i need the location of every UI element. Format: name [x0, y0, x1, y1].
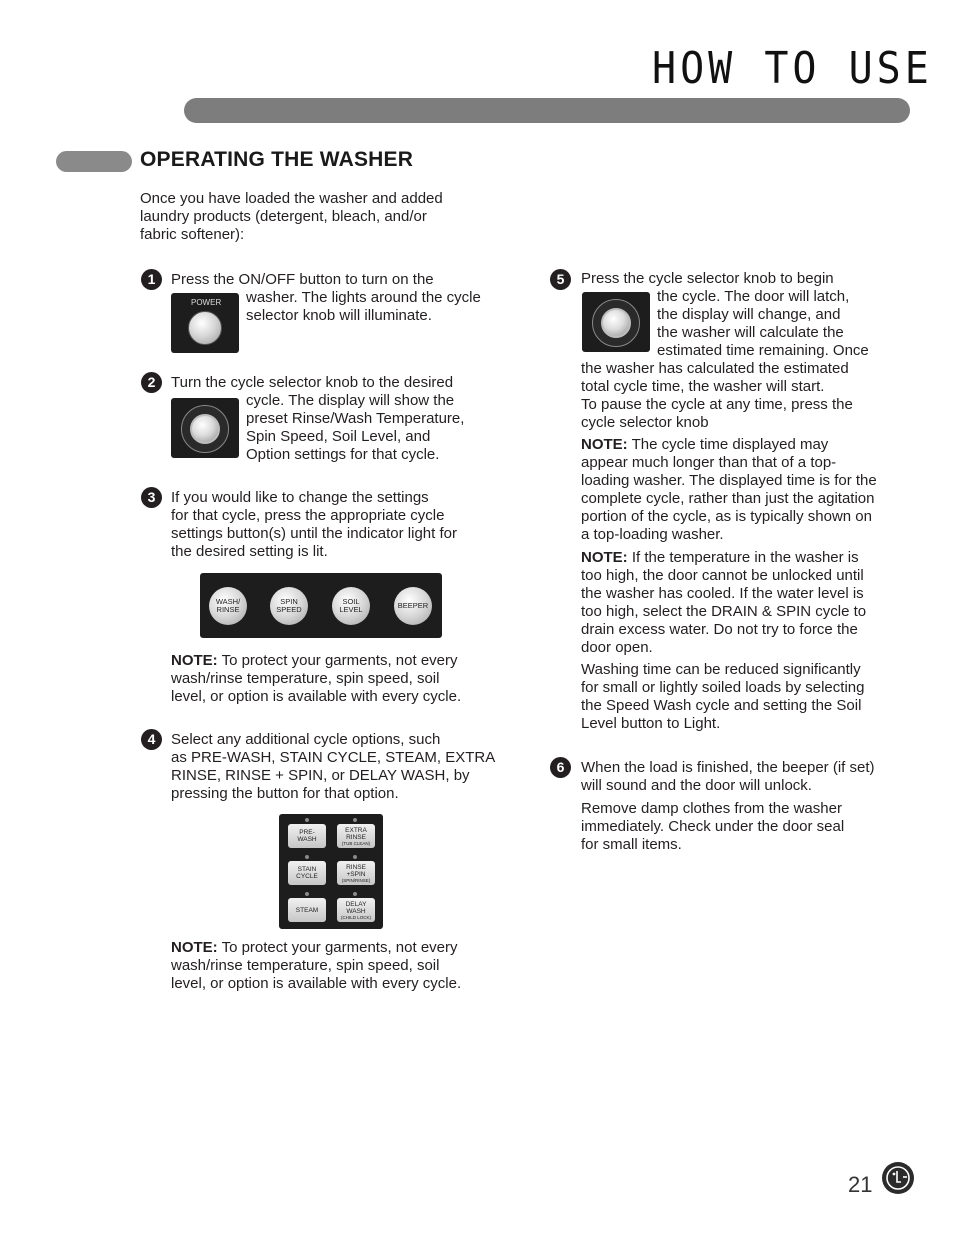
- paragraph-line: Remove damp clothes from the washer: [581, 800, 842, 817]
- step-4-line: Select any additional cycle options, such: [171, 731, 441, 748]
- step-3-text: [171, 489, 457, 561]
- note-line: complete cycle, rather than just the agitation: [581, 490, 875, 507]
- note-line: The cycle time displayed may: [627, 436, 829, 453]
- option-sublabel: (TUB CLEAN): [341, 840, 371, 846]
- step-5-line: the washer will calculate the: [657, 324, 844, 341]
- step-4-line: RINSE, RINSE + SPIN, or DELAY WASH, by: [171, 767, 470, 784]
- extra-rinse-button-icon: [337, 824, 375, 848]
- paragraph-line: Washing time can be reduced significantly: [581, 661, 861, 678]
- intro-text: [140, 190, 443, 244]
- step-1-text: [246, 289, 481, 325]
- option-label: STAIN: [297, 866, 317, 873]
- step-3-line: settings button(s) until the indicator light for: [171, 525, 457, 542]
- step-2-line: Option settings for that cycle.: [246, 446, 440, 463]
- spin-speed-button-icon: [270, 587, 308, 625]
- note-label: NOTE:: [581, 436, 628, 453]
- steam-button-icon: [288, 898, 326, 922]
- button-label: SOIL: [342, 597, 360, 606]
- step-2-line: Turn the cycle selector knob to the desired: [171, 374, 454, 391]
- step-6-text: [581, 759, 875, 795]
- step-5-line: the display will change, and: [657, 306, 841, 323]
- soil-level-button-icon: [332, 587, 370, 625]
- step-2-line: cycle. The display will show the: [246, 392, 455, 409]
- option-label: STEAM: [295, 906, 319, 914]
- power-label: POWER: [191, 298, 222, 307]
- button-label: LEVEL: [339, 605, 363, 614]
- step-number-2: 2: [141, 372, 162, 393]
- cycle-knob-icon: [190, 414, 220, 444]
- chapter-title: HOW TO USE: [652, 44, 933, 94]
- note-line: door open.: [581, 639, 653, 656]
- button-label: WASH/: [215, 597, 241, 606]
- step-number-3: 3: [141, 487, 162, 508]
- note-line: wash/rinse temperature, spin speed, soil: [171, 670, 440, 687]
- cycle-knob-illustration: [171, 398, 239, 458]
- step-3-line: for that cycle, press the appropriate cycle: [171, 507, 445, 524]
- step-5-line: the cycle. The door will latch,: [657, 288, 850, 305]
- stain-cycle-button-icon: [288, 861, 326, 885]
- step-1-line: Press the ON/OFF button to turn on the: [171, 271, 434, 288]
- step-5-line: estimated time remaining. Once: [657, 342, 869, 359]
- indicator-light: [305, 892, 309, 896]
- note-label: NOTE:: [171, 939, 218, 956]
- note-line: too high, select the DRAIN & SPIN cycle to: [581, 603, 867, 620]
- option-label: WASH: [297, 836, 317, 843]
- indicator-light: [353, 855, 357, 859]
- button-label: SPEED: [276, 605, 302, 614]
- indicator-light: [305, 818, 309, 822]
- option-label: CYCLE: [296, 873, 318, 880]
- step-5-line: cycle selector knob: [581, 414, 709, 431]
- knob-ring: [592, 299, 640, 347]
- indicator-light: [353, 892, 357, 896]
- section-pill: [56, 151, 132, 172]
- step-2-line: preset Rinse/Wash Temperature,: [246, 410, 465, 427]
- options-panel: [279, 814, 383, 929]
- section-title: OPERATING THE WASHER: [140, 148, 414, 171]
- option-sublabel: (CHILD LOCK): [340, 914, 371, 920]
- step-5-line: Press the cycle selector knob to begin: [581, 270, 834, 287]
- step-6-line: When the load is finished, the beeper (if set): [581, 759, 875, 776]
- note-line: To protect your garments, not every: [217, 939, 458, 956]
- step-5-line: the washer has calculated the estimated: [581, 360, 849, 377]
- button-label: BEEPER: [397, 601, 429, 610]
- option-sublabel: (SPIN/RINSE): [341, 877, 371, 883]
- paragraph-line: immediately. Check under the door seal: [581, 818, 845, 835]
- step-5-note-1: [581, 436, 877, 544]
- note-line: If the temperature in the washer is: [627, 549, 859, 566]
- cycle-knob-icon: [601, 308, 631, 338]
- delay-wash-button-icon: [337, 898, 375, 922]
- note-line: To protect your garments, not every: [217, 652, 458, 669]
- step-1-line: selector knob will illuminate.: [246, 307, 432, 324]
- step-4-line: pressing the button for that option.: [171, 785, 399, 802]
- note-label: NOTE:: [171, 652, 218, 669]
- header-bar: [184, 98, 910, 123]
- note-line: too high, the door cannot be unlocked until: [581, 567, 864, 584]
- intro-line: Once you have loaded the washer and added: [140, 190, 443, 207]
- page-number: 21: [848, 1172, 873, 1197]
- step-1-line: washer. The lights around the cycle: [246, 289, 481, 306]
- note-label: NOTE:: [581, 549, 628, 566]
- button-label: RINSE: [216, 605, 240, 614]
- beeper-button-icon: [394, 587, 432, 625]
- step-number-6: 6: [550, 757, 571, 778]
- button-label: SPIN: [280, 597, 298, 606]
- paragraph-line: the Speed Wash cycle and setting the Soil: [581, 697, 862, 714]
- note-line: a top-loading washer.: [581, 526, 724, 543]
- paragraph-line: for small or lightly soiled loads by selecting: [581, 679, 865, 696]
- indicator-light: [305, 855, 309, 859]
- option-label: DELAY: [345, 900, 367, 908]
- cycle-knob-press-illustration: [582, 292, 650, 352]
- option-label: RINSE: [346, 833, 366, 841]
- option-label: WASH: [346, 907, 366, 915]
- lg-logo-mark: [882, 1162, 914, 1194]
- step-5-line: total cycle time, the washer will start.: [581, 378, 825, 395]
- step-5-note-2: [581, 549, 866, 657]
- paragraph-line: Level button to Light.: [581, 715, 721, 732]
- indicator-light: [353, 818, 357, 822]
- step-2-text: [246, 392, 464, 464]
- step-3-line: the desired setting is lit.: [171, 543, 328, 560]
- step-5-paragraph: [581, 661, 864, 733]
- step-6-paragraph: [581, 800, 844, 854]
- wash-rinse-button-icon: [209, 587, 247, 625]
- paragraph-line: for small items.: [581, 836, 682, 853]
- note-line: portion of the cycle, as is typically shown on: [581, 508, 872, 525]
- step-2-line: Spin Speed, Soil Level, and: [246, 428, 431, 445]
- step-number-4: 4: [141, 729, 162, 750]
- cycle-settings-panel: [200, 573, 442, 638]
- knob-ring: [181, 405, 229, 453]
- rinse-spin-button-icon: [337, 861, 375, 885]
- option-label: RINSE: [346, 863, 366, 871]
- step-5-text: [581, 360, 853, 432]
- step-number-1: 1: [141, 269, 162, 290]
- note-line: the washer has cooled. If the water level is: [581, 585, 864, 602]
- step-4-line: as PRE-WASH, STAIN CYCLE, STEAM, EXTRA: [171, 749, 496, 766]
- option-label: +SPIN: [346, 870, 366, 878]
- note-line: level, or option is available with every cycle.: [171, 688, 462, 705]
- step-number-5: 5: [550, 269, 571, 290]
- step-6-line: will sound and the door will unlock.: [581, 777, 812, 794]
- option-label: EXTRA: [345, 826, 367, 834]
- step-5-wrap-text: [657, 288, 869, 360]
- step-5-line: To pause the cycle at any time, press the: [581, 396, 853, 413]
- step-3-line: If you would like to change the settings: [171, 489, 429, 506]
- note-line: drain excess water. Do not try to force the: [581, 621, 858, 638]
- pre-wash-button-icon: [288, 824, 326, 848]
- lg-logo-icon: [882, 1162, 914, 1194]
- step-3-note: [171, 652, 461, 706]
- note-line: wash/rinse temperature, spin speed, soil: [171, 957, 440, 974]
- intro-line: laundry products (detergent, bleach, and/or: [140, 208, 427, 225]
- note-line: loading washer. The displayed time is for the: [581, 472, 877, 489]
- intro-line: fabric softener):: [140, 226, 245, 243]
- option-label: PRE-: [299, 829, 315, 836]
- step-4-text: [171, 731, 495, 803]
- step-4-note: [171, 939, 461, 993]
- power-button-icon: [188, 311, 222, 345]
- power-button-illustration: [171, 293, 239, 353]
- note-line: level, or option is available with every cycle.: [171, 975, 462, 992]
- note-line: appear much longer than that of a top-: [581, 454, 837, 471]
